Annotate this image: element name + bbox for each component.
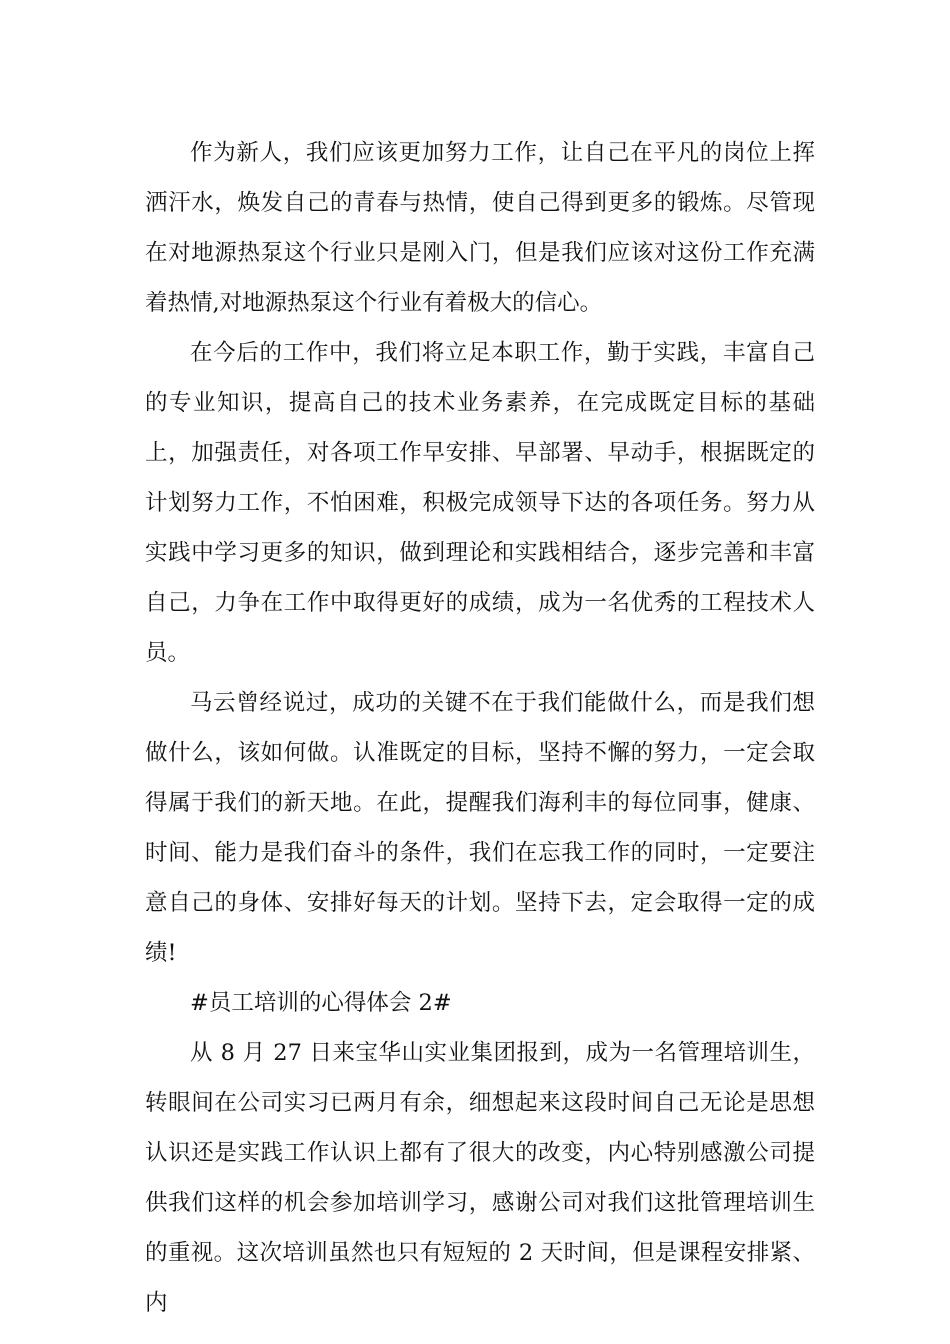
paragraph-newcomer: 作为新人，我们应该更加努力工作，让自己在平凡的岗位上挥洒汗水，焕发自己的青春与热情，使自己得到更多的锻炼。尽管现在对地源热泵这个行业只是刚入门，但是我们应该对这份工作充满着热情,对地源热泵这个行业有着极大的信心。 bbox=[145, 140, 815, 316]
paragraph-training-experience: 从 8 月 27 日来宝华山实业集团报到，成为一名管理培训生，转眼间在公司实习已两月有余，细想起来这段时间自己无论是思想认识还是实践工作认识上都有了很大的改变，内心特别感激公司提供我们这样的机会参加培训学习，感谢公司对我们这批管理培训生的重视。这次培训虽然也只有短短的 2 天时间，但是课程安排紧、内 bbox=[145, 1040, 815, 1316]
paragraph-future-work: 在今后的工作中，我们将立足本职工作，勤于实践，丰富自己的专业知识，提高自己的技术业务素养，在完成既定目标的基础上，加强责任，对各项工作早安排、早部署、早动手，根据既定的计划努力工作，不怕困难，积极完成领导下达的各项任务。努力从实践中学习更多的知识，做到理论和实践相结合，逐步完善和丰富自己，力争在工作中取得更好的成绩，成为一名优秀的工程技术人员。 bbox=[145, 340, 815, 666]
paragraph-jack-ma-quote: 马云曾经说过，成功的关键不在于我们能做什么，而是我们想做什么，该如何做。认准既定的目标，坚持不懈的努力，一定会取得属于我们的新天地。在此，提醒我们海利丰的每位同事，健康、时间、能力是我们奋斗的条件，我们在忘我工作的同时，一定要注意自己的身体、安排好每天的计划。坚持下去，定会取得一定的成绩! bbox=[145, 690, 815, 966]
section-heading: #员工培训的心得体会 2# bbox=[190, 990, 452, 1016]
document-body bbox=[145, 128, 815, 1328]
